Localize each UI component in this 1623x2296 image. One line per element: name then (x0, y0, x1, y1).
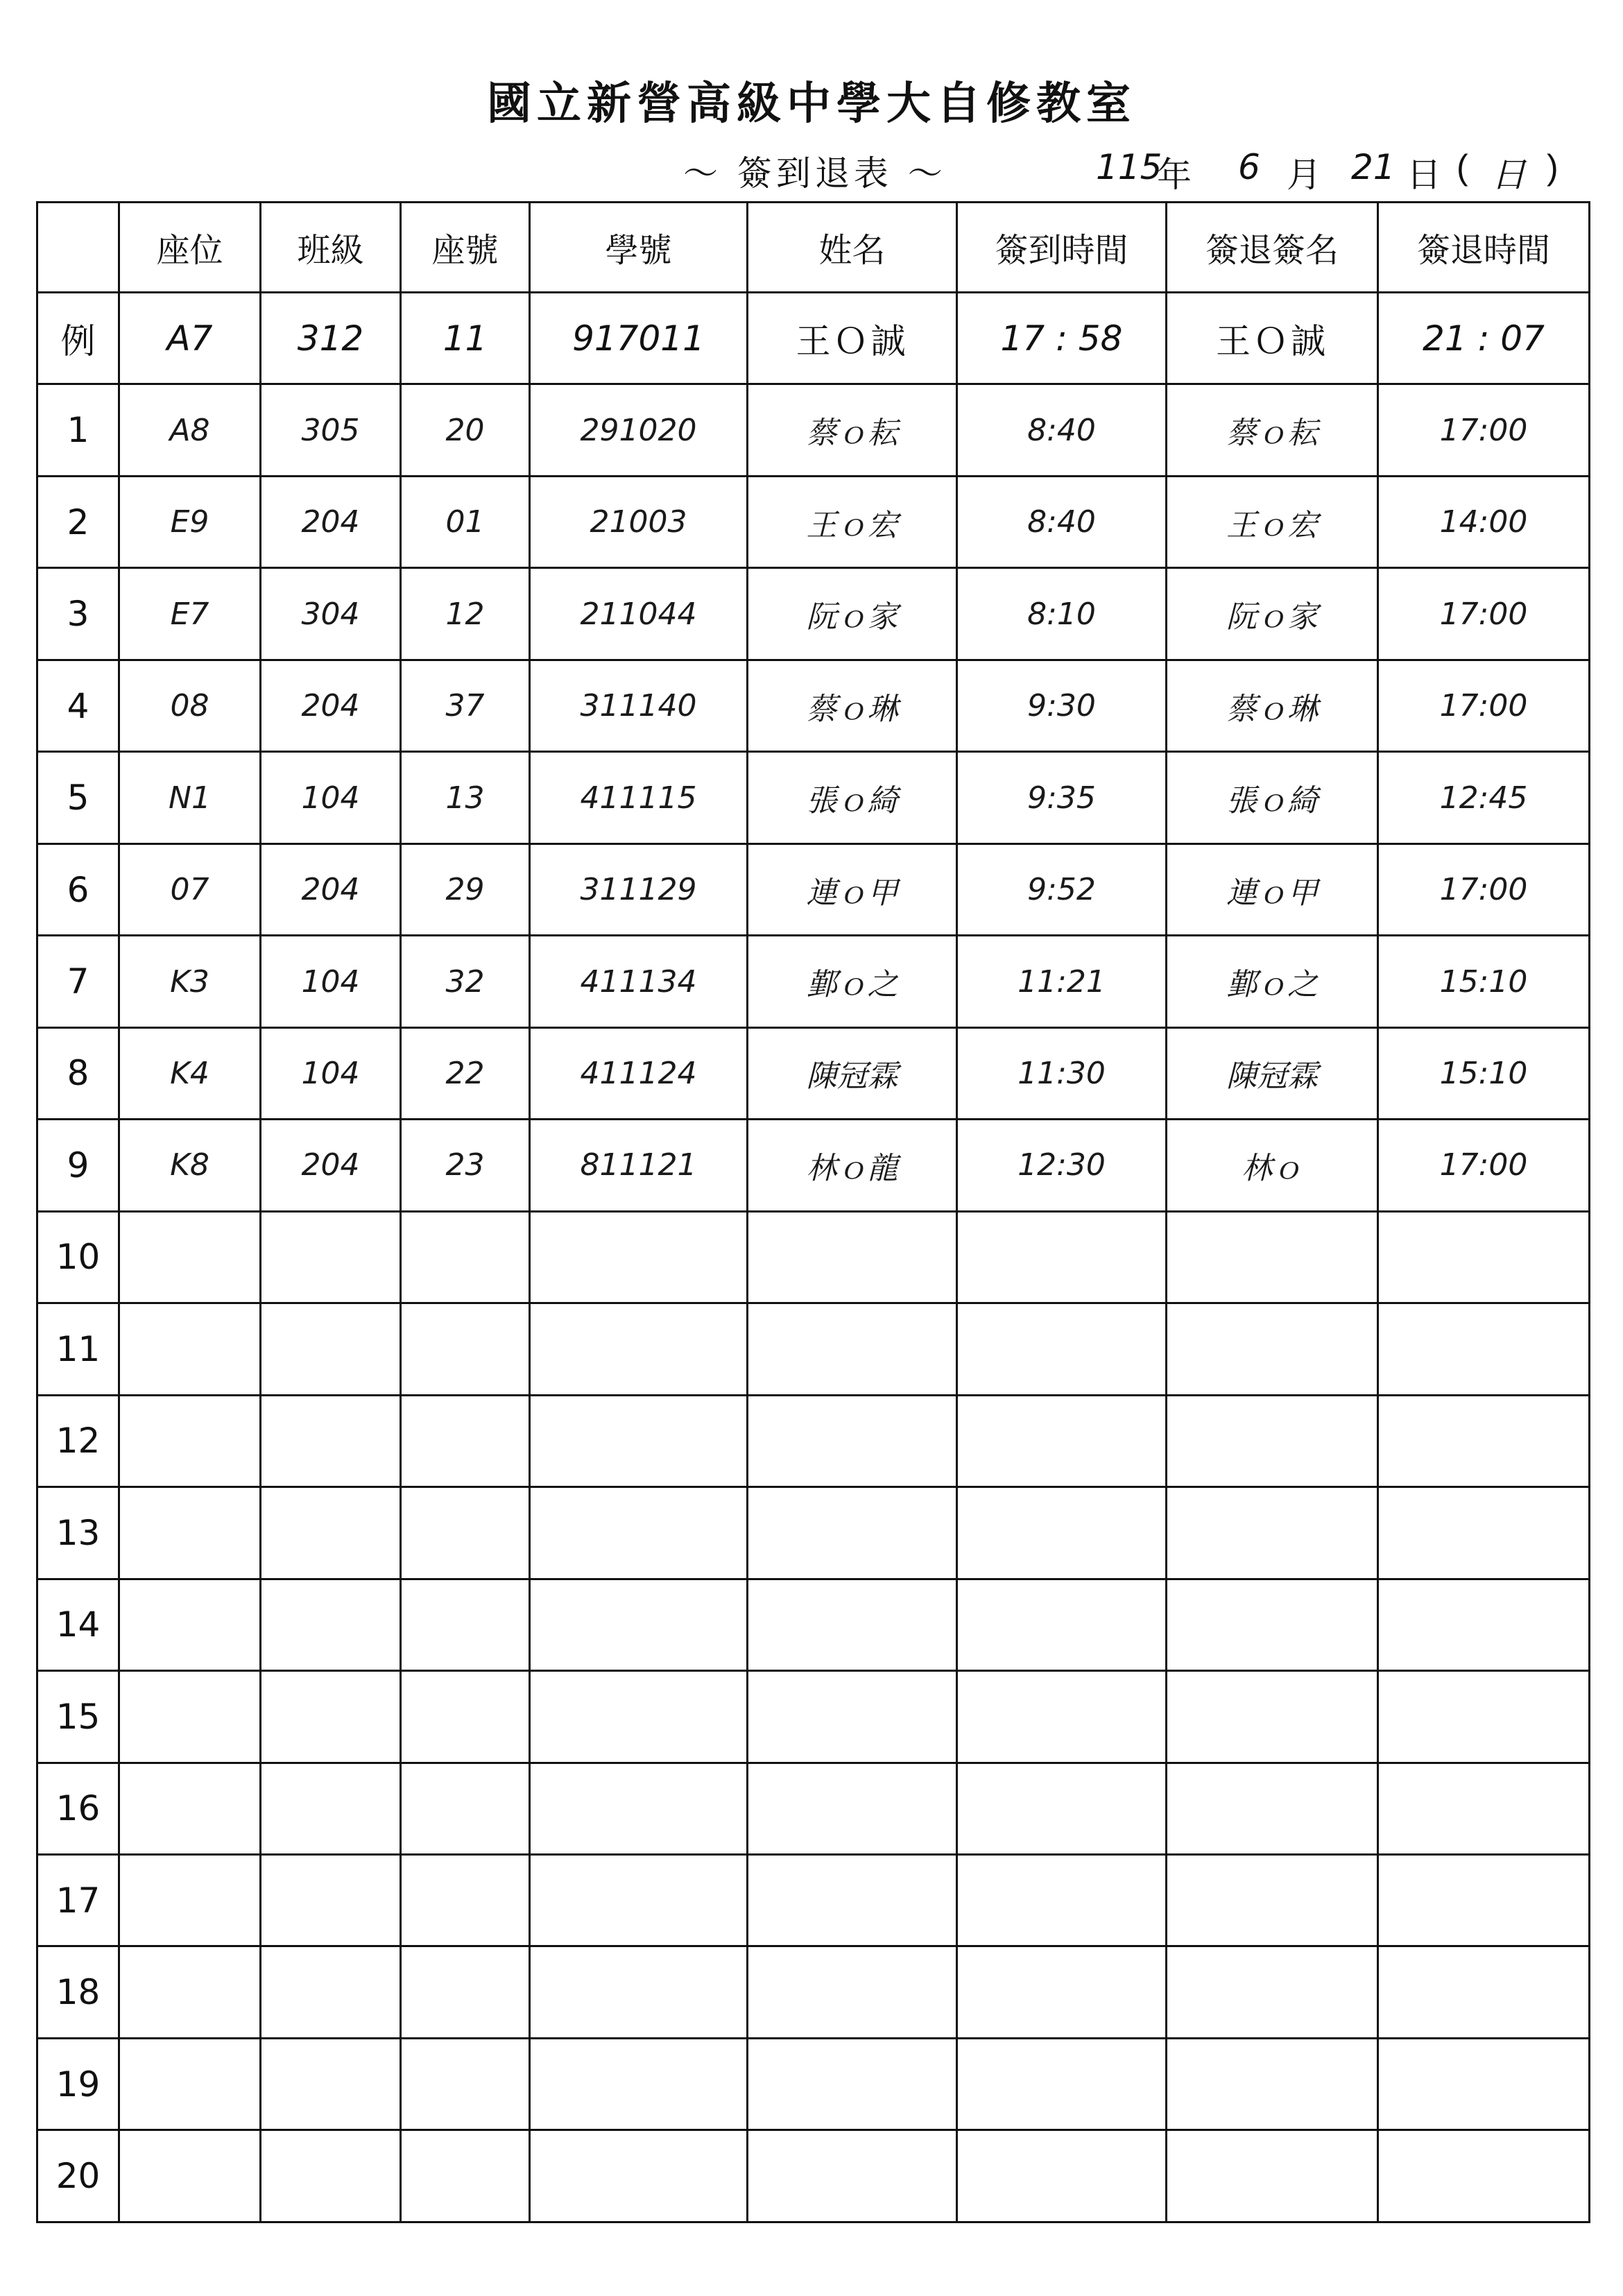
table-row (37, 476, 1590, 567)
cell-number (401, 1487, 530, 1579)
table-row (37, 1854, 1590, 1946)
cell-student-id (530, 1671, 748, 1763)
date-year-label: 年 (1157, 155, 1192, 194)
cell-class (261, 1579, 401, 1670)
table-row (37, 843, 1590, 935)
cell-sign-out-name (1167, 1946, 1378, 2038)
cell-sign-in-time (957, 1671, 1167, 1763)
cell-number: 20 (401, 384, 530, 476)
cell-student-id (530, 1487, 748, 1579)
table-row (37, 2038, 1590, 2130)
header-index (37, 203, 119, 293)
table-row (37, 568, 1590, 660)
cell-seat (119, 1579, 261, 1670)
cell-student-id: 311129 (530, 843, 748, 935)
cell-name (748, 1395, 957, 1487)
cell-sign-out-time (1378, 2038, 1590, 2130)
cell-sign-in-time (957, 1395, 1167, 1487)
cell-class (261, 2038, 401, 2130)
cell-seat (119, 1303, 261, 1395)
row-index: 3 (37, 568, 119, 660)
cell-sign-out-name (1167, 2130, 1378, 2222)
cell-class: 204 (261, 660, 401, 751)
table-row (37, 1211, 1590, 1303)
cell-number (401, 2038, 530, 2130)
cell-sign-out-time: 17:00 (1378, 843, 1590, 935)
date-year-value: 115 (1096, 147, 1162, 187)
row-index: 11 (37, 1303, 119, 1395)
header-student-id: 學號 (530, 203, 748, 293)
cell-sign-out-name: 蔡ｏ耘 (1167, 384, 1378, 476)
cell-sign-out-name (1167, 2038, 1378, 2130)
table-row (37, 1120, 1590, 1211)
cell-sign-out-name: 林ｏ (1167, 1120, 1378, 1211)
cell-sign-out-name (1167, 1671, 1378, 1763)
cell-seat: K3 (119, 936, 261, 1027)
cell-sign-out-name: 阮ｏ家 (1167, 568, 1378, 660)
header-number: 座號 (401, 203, 530, 293)
cell-student-id (530, 2130, 748, 2222)
cell-sign-out-name (1167, 1579, 1378, 1670)
table-row (37, 936, 1590, 1027)
cell-number: 13 (401, 752, 530, 843)
row-index: 6 (37, 843, 119, 935)
cell-name: 蔡ｏ琳 (748, 660, 957, 751)
cell-student-id (530, 1579, 748, 1670)
cell-sign-in-time (957, 1946, 1167, 2038)
cell-sign-in-time (957, 1579, 1167, 1670)
row-index: 10 (37, 1211, 119, 1303)
cell-sign-in-time: 9:52 (957, 843, 1167, 935)
cell-seat: E7 (119, 568, 261, 660)
cell-name (748, 1579, 957, 1670)
cell-number (401, 1763, 530, 1854)
cell-student-id: 411115 (530, 752, 748, 843)
cell-name: 蔡ｏ耘 (748, 384, 957, 476)
cell-sign-out-time (1378, 1671, 1590, 1763)
cell-name (748, 1946, 957, 2038)
cell-seat (119, 1211, 261, 1303)
cell-class (261, 1854, 401, 1946)
cell-class (261, 1395, 401, 1487)
row-index: 19 (37, 2038, 119, 2130)
cell-sign-in-time (957, 1211, 1167, 1303)
cell-sign-out-time: 17:00 (1378, 660, 1590, 751)
date-weekday-close: ) (1547, 148, 1558, 187)
cell-sign-out-name (1167, 1763, 1378, 1854)
cell-student-id (530, 1946, 748, 2038)
cell-sign-out-name: 陳冠霖 (1167, 1027, 1378, 1119)
row-index: 15 (37, 1671, 119, 1763)
cell-student-id: 291020 (530, 384, 748, 476)
table-row (37, 1027, 1590, 1119)
cell-sign-out-time: 15:10 (1378, 936, 1590, 1027)
cell-class: 104 (261, 1027, 401, 1119)
cell-name (748, 1211, 957, 1303)
example-number: 11 (401, 293, 530, 384)
cell-class: 204 (261, 476, 401, 567)
cell-sign-out-time (1378, 1395, 1590, 1487)
cell-student-id: 21003 (530, 476, 748, 567)
table-row (37, 1946, 1590, 2038)
cell-sign-in-time (957, 1487, 1167, 1579)
cell-class: 104 (261, 752, 401, 843)
cell-class (261, 1763, 401, 1854)
cell-sign-out-name (1167, 1395, 1378, 1487)
example-index: 例 (37, 293, 119, 384)
cell-seat (119, 2130, 261, 2222)
header-name: 姓名 (748, 203, 957, 293)
cell-number (401, 1211, 530, 1303)
cell-seat: 07 (119, 843, 261, 935)
cell-number (401, 2130, 530, 2222)
cell-number (401, 1946, 530, 2038)
cell-class: 304 (261, 568, 401, 660)
cell-number: 12 (401, 568, 530, 660)
cell-seat (119, 1763, 261, 1854)
example-sign-in-time: 17 : 58 (957, 293, 1167, 384)
cell-sign-in-time (957, 2038, 1167, 2130)
cell-class (261, 1211, 401, 1303)
cell-student-id (530, 1211, 748, 1303)
example-sign-out-name: 王Ｏ誠 (1167, 293, 1378, 384)
cell-name (748, 1303, 957, 1395)
cell-number (401, 1854, 530, 1946)
cell-name: 鄞ｏ之 (748, 936, 957, 1027)
cell-student-id: 411134 (530, 936, 748, 1027)
cell-student-id (530, 1303, 748, 1395)
cell-name: 林ｏ龍 (748, 1120, 957, 1211)
cell-class (261, 1671, 401, 1763)
cell-sign-out-name (1167, 1303, 1378, 1395)
table-row (37, 384, 1590, 476)
cell-number: 37 (401, 660, 530, 751)
example-name: 王Ｏ誠 (748, 293, 957, 384)
cell-sign-in-time: 8:40 (957, 384, 1167, 476)
cell-name: 張ｏ綺 (748, 752, 957, 843)
table-row (37, 1395, 1590, 1487)
cell-sign-out-time (1378, 1487, 1590, 1579)
cell-sign-in-time (957, 1763, 1167, 1854)
cell-sign-out-name (1167, 1854, 1378, 1946)
date-month-value: 6 (1238, 147, 1260, 187)
row-index: 12 (37, 1395, 119, 1487)
cell-seat: N1 (119, 752, 261, 843)
cell-name: 王ｏ宏 (748, 476, 957, 567)
cell-seat: K4 (119, 1027, 261, 1119)
header-seat: 座位 (119, 203, 261, 293)
cell-name: 陳冠霖 (748, 1027, 957, 1119)
cell-student-id: 311140 (530, 660, 748, 751)
form-title: 國立新營高級中學大自修教室 (487, 78, 1136, 130)
cell-sign-out-time (1378, 1579, 1590, 1670)
row-index: 4 (37, 660, 119, 751)
cell-sign-out-time: 14:00 (1378, 476, 1590, 567)
cell-seat: E9 (119, 476, 261, 567)
table-row (37, 1763, 1590, 1854)
cell-number: 29 (401, 843, 530, 935)
table-row (37, 752, 1590, 843)
header-row (37, 203, 1590, 293)
header-sign-out-name: 簽退簽名 (1167, 203, 1378, 293)
row-index: 9 (37, 1120, 119, 1211)
cell-sign-out-name: 蔡ｏ琳 (1167, 660, 1378, 751)
cell-student-id (530, 1763, 748, 1854)
cell-student-id (530, 1854, 748, 1946)
cell-sign-in-time (957, 1854, 1167, 1946)
cell-name (748, 2130, 957, 2222)
row-index: 17 (37, 1854, 119, 1946)
cell-seat: A8 (119, 384, 261, 476)
cell-sign-out-time: 17:00 (1378, 384, 1590, 476)
cell-sign-out-name: 鄞ｏ之 (1167, 936, 1378, 1027)
cell-number: 22 (401, 1027, 530, 1119)
cell-sign-out-time: 17:00 (1378, 1120, 1590, 1211)
cell-sign-out-name: 張ｏ綺 (1167, 752, 1378, 843)
example-student-id: 917011 (530, 293, 748, 384)
row-index: 2 (37, 476, 119, 567)
cell-sign-out-time: 12:45 (1378, 752, 1590, 843)
cell-number (401, 1395, 530, 1487)
cell-student-id (530, 1395, 748, 1487)
cell-sign-in-time: 9:30 (957, 660, 1167, 751)
cell-sign-in-time: 9:35 (957, 752, 1167, 843)
example-class: 312 (261, 293, 401, 384)
cell-seat (119, 2038, 261, 2130)
cell-number (401, 1579, 530, 1670)
cell-number: 23 (401, 1120, 530, 1211)
row-index: 13 (37, 1487, 119, 1579)
cell-class: 104 (261, 936, 401, 1027)
cell-number: 01 (401, 476, 530, 567)
row-index: 18 (37, 1946, 119, 2038)
cell-sign-out-time (1378, 1211, 1590, 1303)
example-row (37, 293, 1590, 384)
cell-name (748, 1487, 957, 1579)
header-class: 班級 (261, 203, 401, 293)
cell-sign-out-time (1378, 1946, 1590, 2038)
cell-class (261, 1946, 401, 2038)
cell-student-id (530, 2038, 748, 2130)
cell-student-id: 411124 (530, 1027, 748, 1119)
date-day-value: 21 (1351, 147, 1396, 187)
table-row (37, 660, 1590, 751)
cell-seat (119, 1854, 261, 1946)
cell-sign-out-time: 15:10 (1378, 1027, 1590, 1119)
cell-sign-out-time (1378, 1854, 1590, 1946)
cell-sign-out-time: 17:00 (1378, 568, 1590, 660)
cell-name (748, 1854, 957, 1946)
cell-class (261, 1487, 401, 1579)
date-month-label: 月 (1287, 155, 1321, 194)
cell-seat: K8 (119, 1120, 261, 1211)
cell-class (261, 2130, 401, 2222)
sign-in-out-table (36, 201, 1590, 2223)
cell-sign-out-time (1378, 1763, 1590, 1854)
cell-name (748, 2038, 957, 2130)
example-sign-out-time: 21 : 07 (1378, 293, 1590, 384)
row-index: 14 (37, 1579, 119, 1670)
cell-sign-in-time: 12:30 (957, 1120, 1167, 1211)
cell-seat (119, 1395, 261, 1487)
header-sign-in-time: 簽到時間 (957, 203, 1167, 293)
form-subtitle: ～ 簽到退表 ～ (683, 153, 947, 194)
cell-name: 阮ｏ家 (748, 568, 957, 660)
cell-class: 305 (261, 384, 401, 476)
cell-sign-in-time: 8:10 (957, 568, 1167, 660)
cell-seat (119, 1487, 261, 1579)
cell-seat (119, 1946, 261, 2038)
table-row (37, 1579, 1590, 1670)
row-index: 5 (37, 752, 119, 843)
cell-name: 連ｏ甲 (748, 843, 957, 935)
cell-number: 32 (401, 936, 530, 1027)
cell-name (748, 1671, 957, 1763)
row-index: 8 (37, 1027, 119, 1119)
table-row (37, 2130, 1590, 2222)
cell-sign-out-name (1167, 1487, 1378, 1579)
cell-sign-out-name: 王ｏ宏 (1167, 476, 1378, 567)
cell-student-id: 211044 (530, 568, 748, 660)
row-index: 1 (37, 384, 119, 476)
table-row (37, 1303, 1590, 1395)
example-seat: A7 (119, 293, 261, 384)
date-weekday-value: 日 (1491, 155, 1526, 195)
cell-number (401, 1671, 530, 1763)
cell-number (401, 1303, 530, 1395)
row-index: 20 (37, 2130, 119, 2222)
cell-sign-in-time: 11:30 (957, 1027, 1167, 1119)
cell-sign-in-time (957, 2130, 1167, 2222)
cell-class (261, 1303, 401, 1395)
cell-class: 204 (261, 843, 401, 935)
cell-sign-out-time (1378, 1303, 1590, 1395)
date-weekday-open: ( (1457, 148, 1468, 187)
table-row (37, 1487, 1590, 1579)
cell-sign-out-name: 連ｏ甲 (1167, 843, 1378, 935)
header-sign-out-time: 簽退時間 (1378, 203, 1590, 293)
table-row (37, 1671, 1590, 1763)
cell-sign-in-time (957, 1303, 1167, 1395)
cell-student-id: 811121 (530, 1120, 748, 1211)
cell-sign-out-time (1378, 2130, 1590, 2222)
cell-sign-in-time: 11:21 (957, 936, 1167, 1027)
date-day-label: 日 (1407, 155, 1441, 194)
row-index: 7 (37, 936, 119, 1027)
cell-class: 204 (261, 1120, 401, 1211)
row-index: 16 (37, 1763, 119, 1854)
cell-sign-in-time: 8:40 (957, 476, 1167, 567)
cell-seat (119, 1671, 261, 1763)
cell-name (748, 1763, 957, 1854)
cell-seat: 08 (119, 660, 261, 751)
cell-sign-out-name (1167, 1211, 1378, 1303)
